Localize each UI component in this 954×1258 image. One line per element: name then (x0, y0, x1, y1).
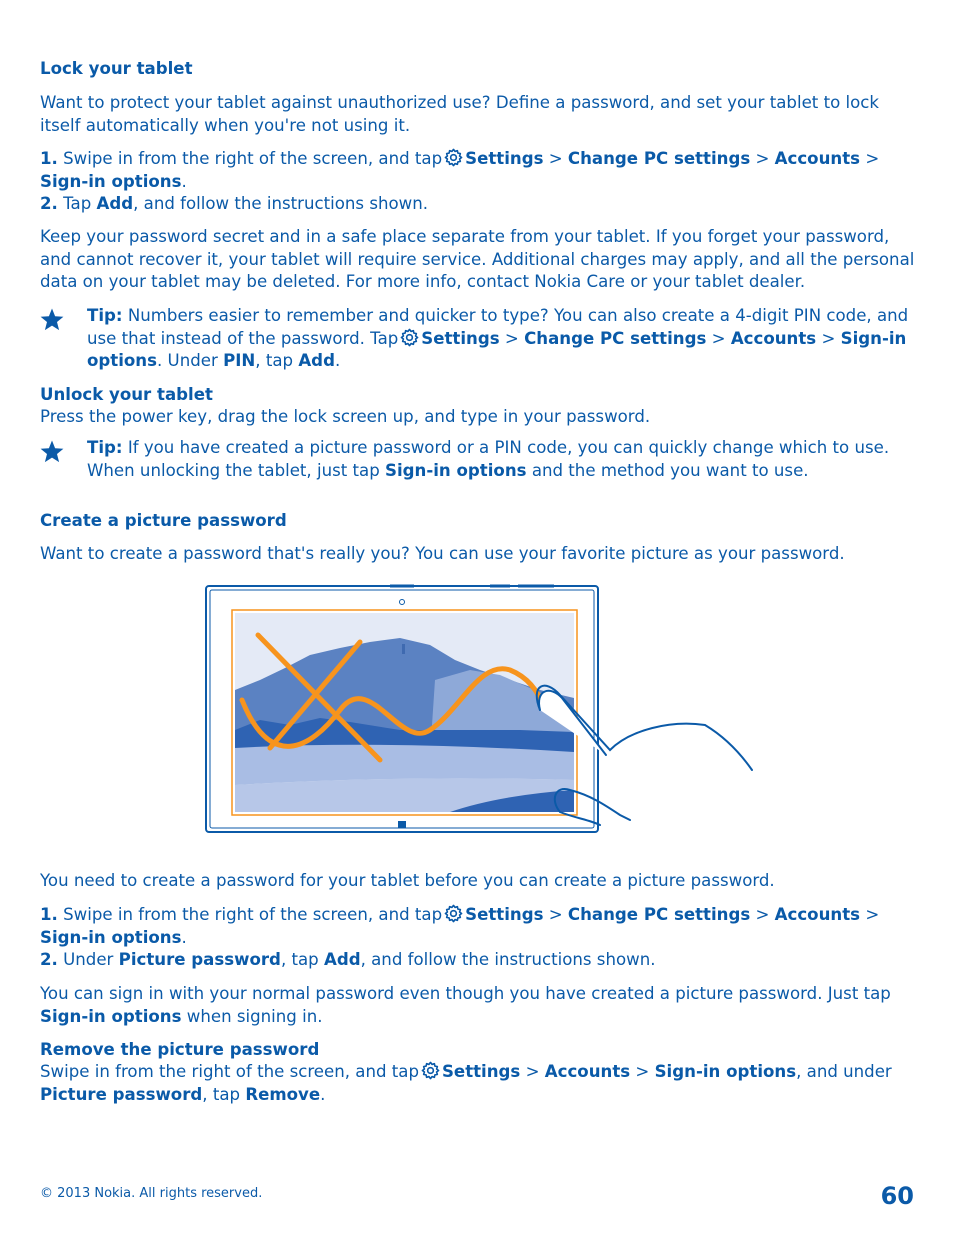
heading-lock-tablet: Lock your tablet (40, 59, 193, 78)
star-icon (39, 439, 65, 465)
heading-unlock-tablet: Unlock your tablet (40, 385, 213, 404)
star-icon (39, 307, 65, 333)
password-warning: Keep your password secret and in a safe place separate from your tablet. If you forget your password, and cannot recover it, your tablet will require service. Additional charges may apply, and all the personal data on your tablet may be deleted. For more info, contact Nokia Care or your tablet dealer. (40, 227, 915, 291)
picture-prerequisite: You need to create a password for your tablet before you can create a picture password. (40, 871, 775, 890)
copyright-notice: © 2013 Nokia. All rights reserved. (40, 1186, 263, 1201)
page-number: 60 (880, 1182, 914, 1210)
lock-steps: 1. Swipe in from the right of the screen, and tap Settings > Change PC settings > Accounts > Sign-in options. 2. Tap Add, and follow the instructions shown. (40, 149, 880, 213)
tablet-picture-password-illustration (200, 580, 760, 852)
heading-picture-password: Create a picture password (40, 511, 287, 530)
remove-text: Swipe in from the right of the screen, and tap Settings > Accounts > Sign-in options, and under Picture password, tap Remove. (40, 1062, 892, 1104)
picture-steps: 1. Swipe in from the right of the screen, and tap Settings > Change PC settings > Accounts > Sign-in options. 2. Under Picture password, tap Add, and follow the instructions shown. (40, 905, 880, 969)
gear-icon (444, 148, 463, 167)
picture-intro: Want to create a password that's really you? You can use your favorite picture as your password. (40, 544, 845, 563)
tip-pin: Tip: Numbers easier to remember and quicker to type? You can also create a 4-digit PIN code, and use that instead of the password. Tap Settings > Change PC settings > Accounts > Sign-in options. Under PIN, tap Add. (87, 306, 909, 370)
unlock-text: Press the power key, drag the lock screen up, and type in your password. (40, 407, 651, 426)
gear-icon (444, 904, 463, 923)
picture-signin-note: You can sign in with your normal password even though you have created a picture password. Just tap Sign-in options when signing in. (40, 984, 891, 1026)
gear-icon (421, 1061, 440, 1080)
gear-icon (400, 328, 419, 347)
heading-remove-picture-password: Remove the picture password (40, 1040, 320, 1059)
lock-intro: Want to protect your tablet against unauthorized use? Define a password, and set your tablet to lock itself automatically when you're not using it. (40, 93, 879, 135)
tip-change-method: Tip: If you have created a picture password or a PIN code, you can quickly change which to use. When unlocking the tablet, just tap Sign-in options and the method you want to use. (87, 438, 890, 480)
